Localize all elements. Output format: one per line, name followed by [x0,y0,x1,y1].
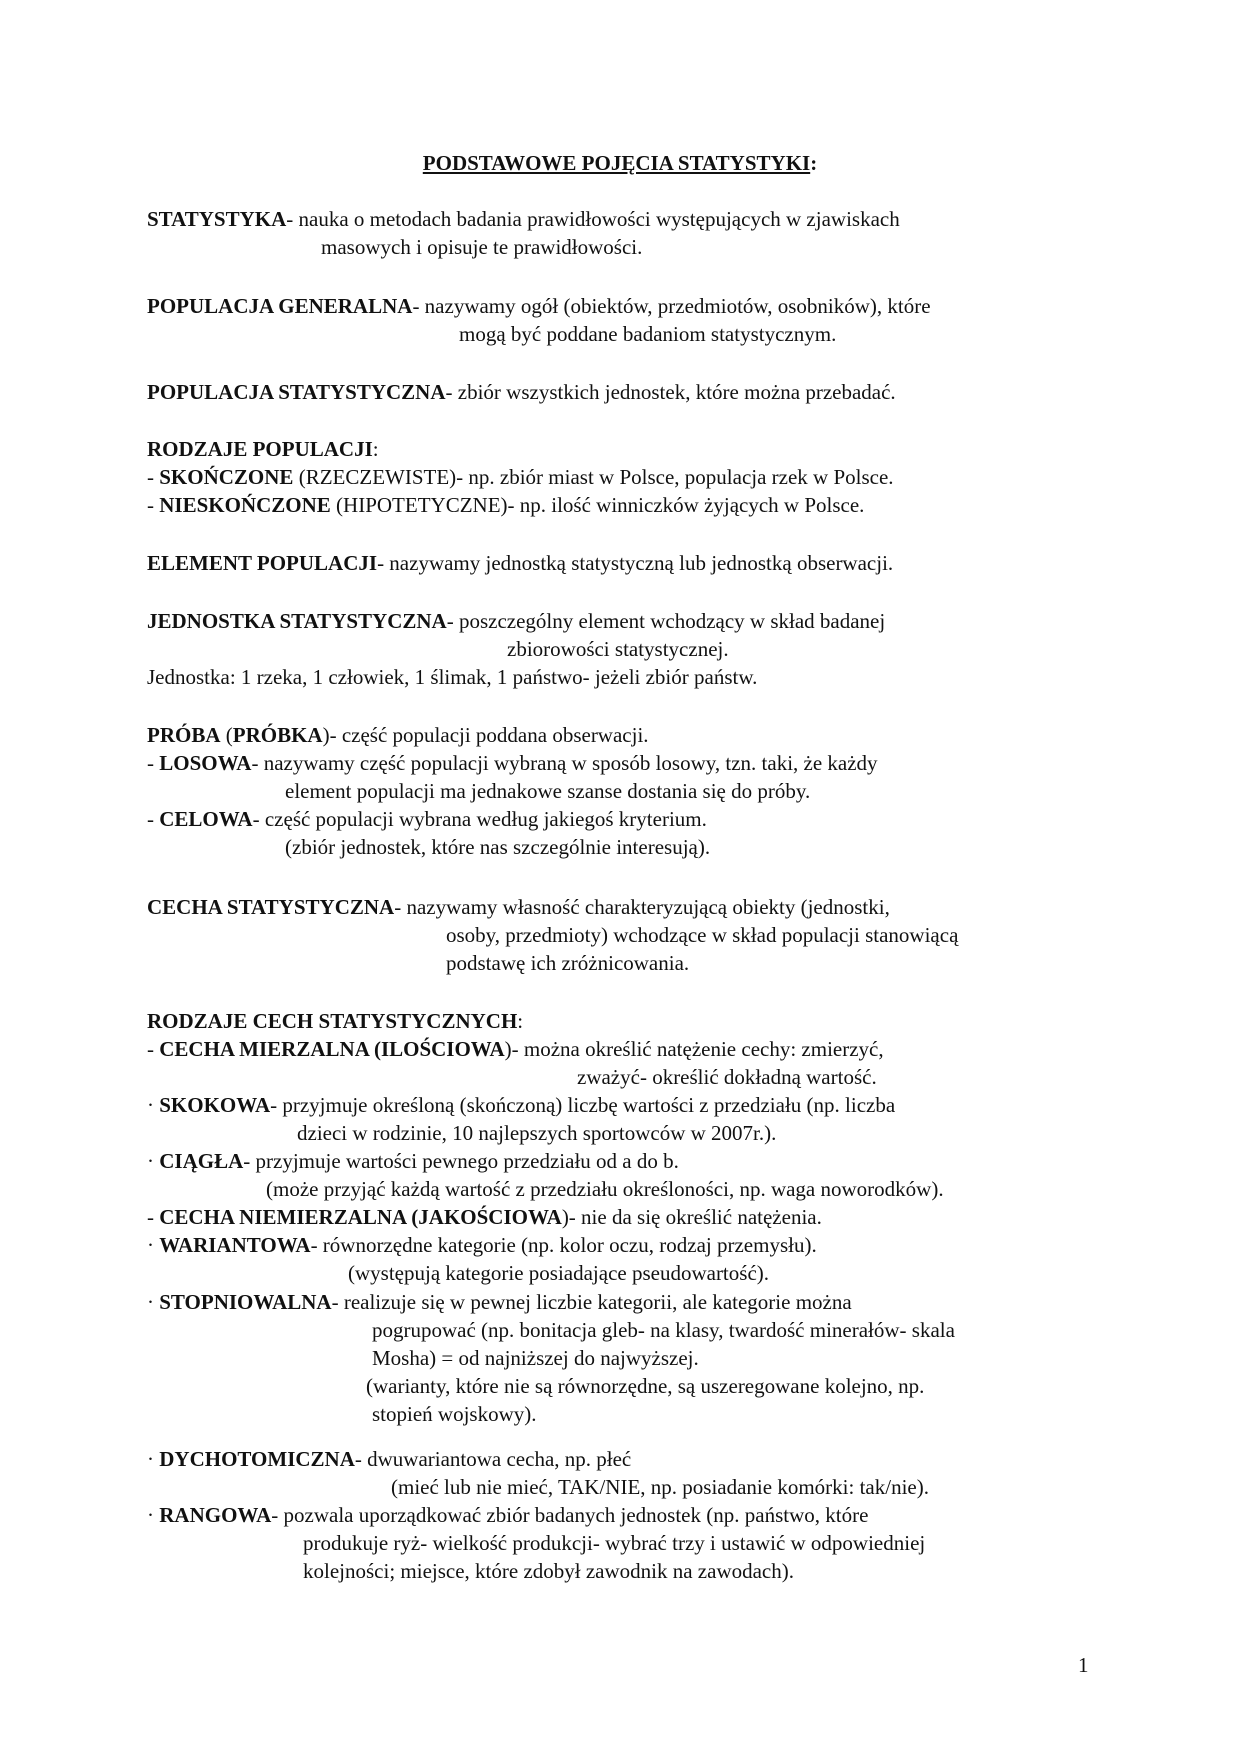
def-cecha-line2: osoby, przedmioty) wchodzące w skład populacji stanowiącą [446,923,959,947]
page-title-colon: : [810,151,818,175]
list-term: CIĄGŁA [159,1149,244,1173]
list-term: WARIANTOWA [159,1233,311,1257]
def-term: CECHA STATYSTYCZNA [147,895,395,919]
def-text: - zbiór wszystkich jednostek, które można przebadać. [445,380,896,404]
rangowa-line2: produkuje ryż- wielkość produkcji- wybrać trzy i ustawić w odpowiedniej [303,1531,926,1555]
list-dash: - [147,1037,160,1061]
stopniowalna-line3: Mosha) = od najniższej do najwyższej. [372,1346,699,1370]
def-text: ( [220,723,233,747]
def-term: STATYSTYKA [147,207,287,231]
wariantowa-line1 [147,1231,817,1259]
list-dash: - [147,465,160,489]
list-text: - realizuje się w pewnej liczbie kategorii, ale kategorie można [331,1290,852,1314]
section-heading: RODZAJE CECH STATYSTYCZNYCH [147,1009,518,1033]
list-term: SKOKOWA [159,1093,271,1117]
list-text: - przyjmuje określoną (skończoną) liczbę wartości z przedziału (np. liczba [270,1093,896,1117]
def-cecha-line3: podstawę ich zróżnicowania. [446,951,690,975]
rangowa-line3: kolejności; miejsce, które zdobył zawodnik na zawodach). [303,1559,794,1583]
def-term: POPULACJA STATYSTYCZNA [147,380,446,404]
list-bullet: · [147,1149,160,1173]
ciagla-line2: (może przyjąć każdą wartość z przedziału określoności, np. waga noworodków). [266,1177,944,1201]
list-text: )- nie da się określić natężenia. [561,1205,822,1229]
def-pop-statystyczna-line1 [147,378,896,406]
def-text: - nazywamy własność charakteryzującą obiekty (jednostki, [394,895,890,919]
rodzaje-populacji-item1 [147,463,894,491]
rodzaje-cech-heading [147,1007,523,1035]
list-term: SKOŃCZONE [159,465,294,489]
list-dash: - [147,807,160,831]
def-term: PRÓBKA [232,723,323,747]
list-bullet: · [147,1290,160,1314]
list-bullet: · [147,1093,160,1117]
stopniowalna-line1 [147,1288,852,1316]
def-pop-generalna-line1 [147,292,931,320]
dychotomiczna-line2: (mieć lub nie mieć, TAK/NIE, np. posiadanie komórki: tak/nie). [391,1475,929,1499]
list-term: NIESKOŃCZONE [159,493,331,517]
def-element-line1 [147,549,893,577]
list-text: - dwuwariantowa cecha, np. płeć [354,1447,632,1471]
def-jednostka-example: Jednostka: 1 rzeka, 1 człowiek, 1 ślimak, 1 państwo- jeżeli zbiór państw. [147,665,758,689]
def-text: - poszczególny element wchodzący w skład badanej [446,609,886,633]
def-text: - nazywamy ogół (obiektów, przedmiotów, osobników), które [412,294,931,318]
wariantowa-line2: (występują kategorie posiadające pseudowartość). [348,1261,770,1285]
list-text: - pozwala uporządkować zbiór badanych jednostek (np. państwo, które [271,1503,869,1527]
def-jednostka-line2: zbiorowości statystycznej. [507,637,729,661]
list-term: STOPNIOWALNA [159,1290,332,1314]
list-term: LOSOWA [159,751,252,775]
def-text: )- część populacji poddana obserwacji. [322,723,649,747]
rangowa-line1 [147,1501,868,1529]
def-proba-celowa-line2: (zbiór jednostek, które nas szczególnie interesują). [285,835,711,859]
list-text: - przyjmuje wartości pewnego przedziału od a do b. [243,1149,679,1173]
list-text: (HIPOTETYCZNE)- np. ilość winniczków żyjących w Polsce. [330,493,865,517]
def-term: JEDNOSTKA STATYSTYCZNA [147,609,447,633]
list-text: - równorzędne kategorie (np. kolor oczu, rodzaj przemysłu). [310,1233,817,1257]
list-term: CECHA NIEMIERZALNA (JAKOŚCIOWA [159,1205,562,1229]
list-text: )- można określić natężenie cechy: zmierzyć, [504,1037,884,1061]
def-proba-celowa-line1 [147,805,707,833]
def-pop-generalna-line2: mogą być poddane badaniom statystycznym. [459,322,837,346]
list-bullet: · [147,1503,160,1527]
cecha-mierzalna-line2: zważyć- określić dokładną wartość. [577,1065,877,1089]
def-proba-losowa-line1 [147,749,878,777]
def-cecha-line1 [147,893,890,921]
skokowa-line2: dzieci w rodzinie, 10 najlepszych sportowców w 2007r.). [297,1121,777,1145]
skokowa-line1 [147,1091,895,1119]
list-text: - część populacji wybrana według jakiegoś kryterium. [252,807,707,831]
list-text: - nazywamy część populacji wybraną w sposób losowy, tzn. taki, że każdy [251,751,878,775]
ciagla-line1 [147,1147,679,1175]
list-dash: - [147,493,160,517]
list-term: DYCHOTOMICZNA [159,1447,355,1471]
heading-colon: : [517,1009,524,1033]
def-term: ELEMENT POPULACJI [147,551,378,575]
def-term: POPULACJA GENERALNA [147,294,413,318]
dychotomiczna-line1 [147,1445,631,1473]
def-statystyka-line2: masowych i opisuje te prawidłowości. [321,235,643,259]
list-text: (RZECZEWISTE)- np. zbiór miast w Polsce, populacja rzek w Polsce. [293,465,894,489]
page-number: 1 [1078,1653,1089,1677]
def-proba-line1 [147,721,649,749]
list-term: CELOWA [159,807,253,831]
list-bullet: · [147,1447,160,1471]
def-text: - nazywamy jednostką statystyczną lub jednostką obserwacji. [377,551,894,575]
list-dash: - [147,1205,160,1229]
rodzaje-populacji-item2 [147,491,864,519]
def-proba-losowa-line2: element populacji ma jednakowe szanse dostania się do próby. [285,779,811,803]
stopniowalna-line2: pogrupować (np. bonitacja gleb- na klasy, twardość minerałów- skala [372,1318,955,1342]
heading-colon: : [372,437,379,461]
def-statystyka-line1 [147,205,900,233]
page-title-text: PODSTAWOWE POJĘCIA STATYSTYKI [422,151,811,175]
section-heading: RODZAJE POPULACJI [147,437,373,461]
list-dash: - [147,751,160,775]
cecha-niemierzalna-line1 [147,1203,822,1231]
list-bullet: · [147,1233,160,1257]
page-title [0,151,1240,176]
def-text: - nauka o metodach badania prawidłowości występujących w zjawiskach [286,207,900,231]
def-term: PRÓBA [147,723,221,747]
stopniowalna-line5: stopień wojskowy). [372,1402,537,1426]
cecha-mierzalna-line1 [147,1035,884,1063]
list-term: CECHA MIERZALNA (ILOŚCIOWA [159,1037,505,1061]
rodzaje-populacji-heading [147,435,379,463]
list-term: RANGOWA [159,1503,272,1527]
def-jednostka-line1 [147,607,885,635]
stopniowalna-line4: (warianty, które nie są równorzędne, są uszeregowane kolejno, np. [366,1374,925,1398]
